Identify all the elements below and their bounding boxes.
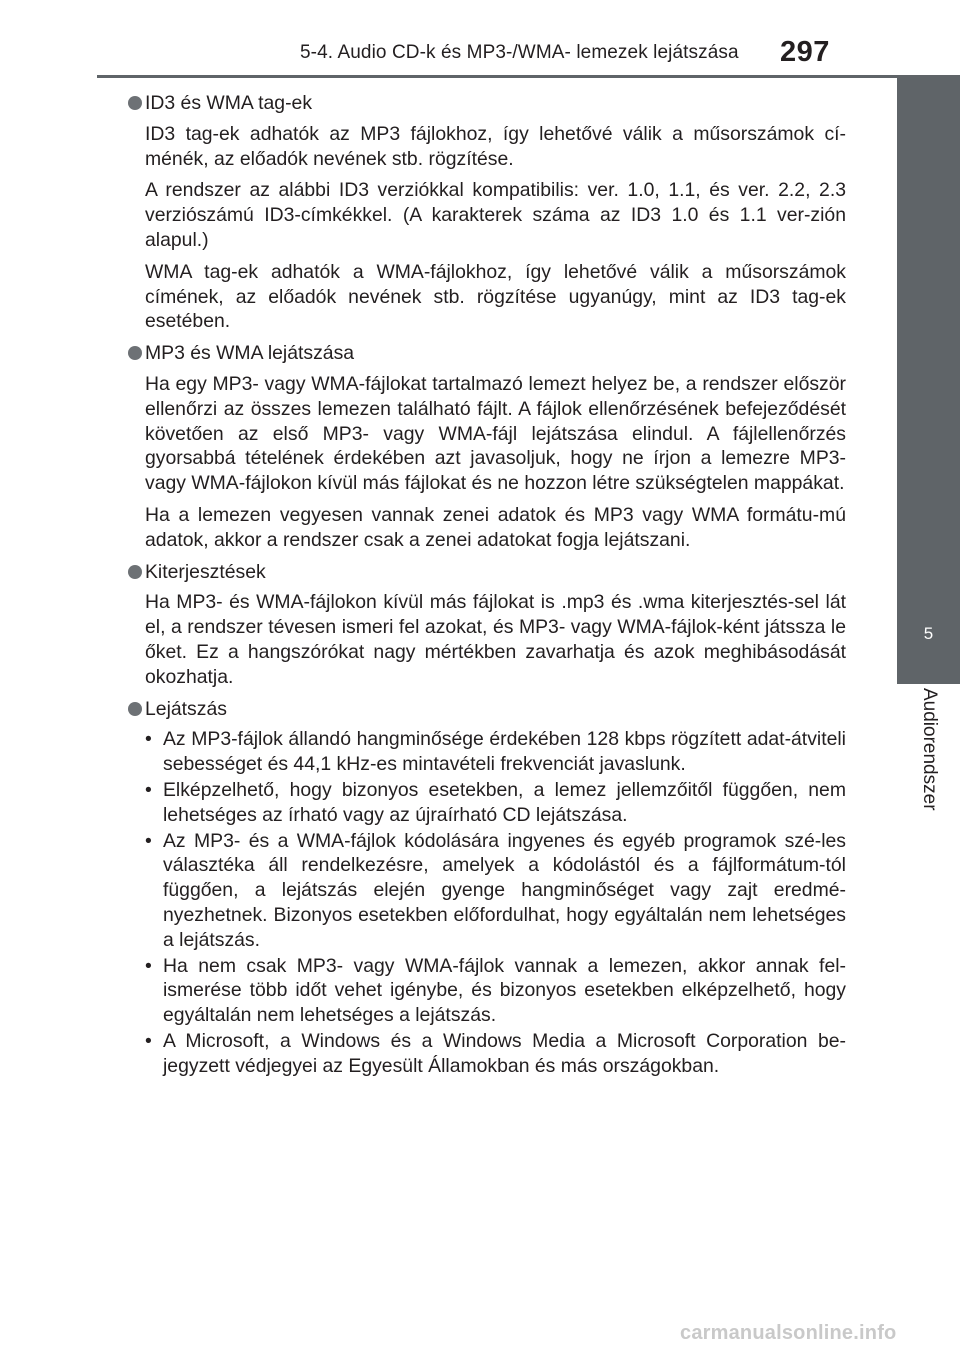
bullet-item: • Az MP3- és a WMA-fájlok kódolására ingyenes és egyéb programok szé-les választéka áll rendelkezésre, amelyek a kódolástól és a fájlformátum-tól függően, a lejátszás elején gyenge hangminőséget vagy zajt eredmé-nyezhetnek. Bizonyos esetekben előfordulhat, hogy egyáltalán nem lehetséges a lejátszás. (145, 829, 846, 953)
paragraph: ID3 tag-ek adhatók az MP3 fájlokhoz, így lehetővé válik a műsorszámok cí-ménék, az előadók nevének stb. rögzítése. (145, 122, 846, 170)
paragraph: Ha MP3- és WMA-fájlokon kívül más fájlokat is .mp3 és .wma kiterjesztés-sel lát el, a rendszer tévesen ismeri fel azokat, és MP3- vagy WMA-fájlok-ként játssza le őket. Ez a hangszórókat nagy mértékben zavarhatja és azok meghibásodását okozhatja. (145, 591, 846, 688)
chapter-number: 5 (923, 624, 934, 643)
side-tab-bar (897, 78, 960, 600)
section-heading: Kiterjesztések (128, 560, 846, 585)
chapter-label-container (897, 688, 960, 828)
bullet-item: • A Microsoft, a Windows és a Windows Media a Microsoft Corporation be-jegyzett védjegyei az Egyesült Államokban és más országokban. (145, 1029, 846, 1079)
section-heading: ID3 és WMA tag-ek (128, 91, 846, 116)
bullet-list (145, 727, 846, 1078)
section-id3-wma-tags (128, 91, 846, 334)
section-mp3-wma-playback (128, 341, 846, 552)
bullet-item: • Ha nem csak MP3- vagy WMA-fájlok vannak a lemezen, akkor annak fel-ismerése több időt vehet igénybe, és bizonyos esetekben elképzelhető, hogy egyáltalán nem lehetséges a lejátszás. (145, 954, 846, 1028)
header-rule (97, 75, 960, 78)
paragraph: Ha a lemezen vegyesen vannak zenei adatok és MP3 vagy WMA formátu-mú adatok, akkor a rendszer csak a zenei adatokat fogja lejátszani. (145, 503, 846, 551)
paragraph: Ha egy MP3- vagy WMA-fájlokat tartalmazó lemezt helyez be, a rendszer először ellenőrzi az összes lemezen található fájlt. A fájlok ellenőrzésének befejeződését követően az első MP3- vagy WMA-fájl lejátszása elindul. A fájlellenőrzés gyorsabbá tételének érdekében azt javasoljuk, hogy ne írjon a lemezre MP3- vagy WMA-fájlokon kívül más fájlokat és ne hozzon létre szükségtelen mappákat. (145, 372, 846, 495)
section-extensions (128, 560, 846, 690)
page-content (128, 91, 846, 1079)
section-heading: MP3 és WMA lejátszása (128, 341, 846, 366)
watermark: carmanualsonline.info (680, 1322, 897, 1344)
bullet-item: • Elképzelhető, hogy bizonyos esetekben, a lemez jellemzőitől függően, nem lehetséges az írható vagy az újraírható CD lejátszása. (145, 778, 846, 828)
chapter-label: Audiorendszer (919, 688, 940, 811)
paragraph: WMA tag-ek adhatók a WMA-fájlokhoz, így lehetővé válik a műsorszámok címének, az előadók nevének stb. rögzítése ugyanúgy, mint az ID3 tag-ek esetében. (145, 260, 846, 333)
page-number: 297 (780, 36, 830, 68)
paragraph: A rendszer az alábbi ID3 verziókkal kompatibilis: ver. 1.0, 1.1, és ver. 2.2, 2.3 verziószámú ID3-címkékkel. (A karakterek száma az ID3 1.0 és 1.1 ver-zión alapul.) (145, 179, 846, 251)
header-section-title: 5-4. Audio CD-k és MP3-/WMA- lemezek lejátszása (300, 42, 739, 63)
chapter-tab (897, 600, 960, 684)
section-heading: Lejátszás (128, 697, 846, 722)
bullet-item: • Az MP3-fájlok állandó hangminősége érdekében 128 kbps rögzített adat-átviteli sebességet és 44,1 kHz-es mintavételi frekvenciát javaslunk. (145, 727, 846, 777)
section-playback (128, 697, 846, 1079)
